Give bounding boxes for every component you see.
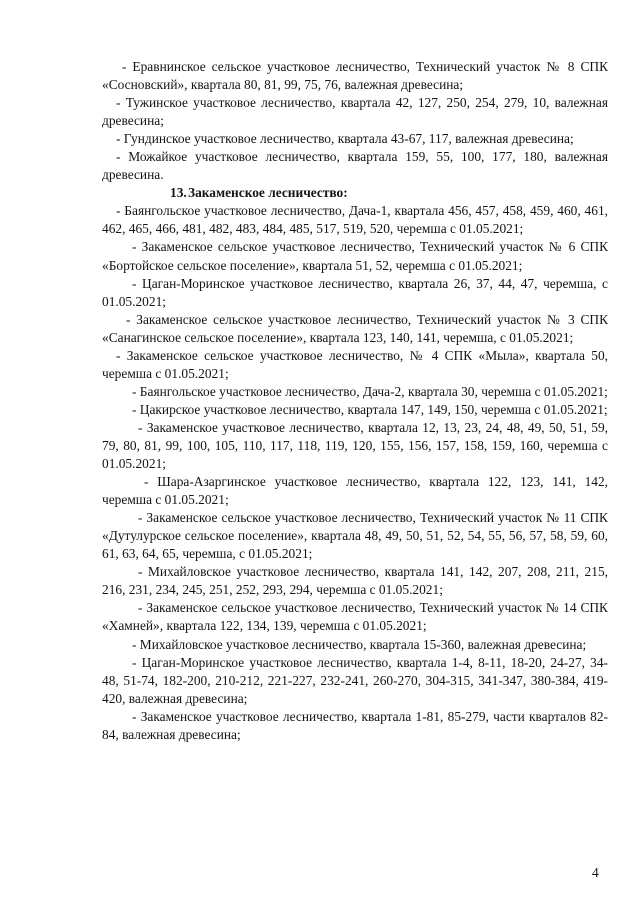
list-item: - Закаменское сельское участковое лесничество, Технический участок № 6 СПК «Бортойское сельское поселение», квартала 51, 52, черемша с 01.05.2021;: [102, 239, 608, 273]
list-item: - Закаменское участковое лесничество, квартала 1-81, 85-279, части кварталов 82-84, валежная древесина;: [102, 708, 608, 742]
section-number: 13.: [170, 185, 187, 201]
list-item: - Баянгольское участковое лесничество, Дача-2, квартала 30, черемша с 01.05.2021;: [132, 383, 608, 399]
list-item: - Баянгольское участковое лесничество, Дача-1, квартала 456, 457, 458, 459, 460, 461, 462, 465, 466, 481, 482, 483, 484, 485, 517, 519, 520, черемша с 01.05.2021;: [102, 203, 608, 237]
document-body: [102, 58, 608, 744]
list-item: - Закаменское сельское участковое лесничество, Технический участок № 14 СПК «Хамней», квартала 122, 134, 139, черемша с 01.05.2021;: [102, 600, 608, 634]
list-item: - Цаган-Моринское участковое лесничество, квартала 1-4, 8-11, 18-20, 24-27, 34-48, 51-74, 182-200, 210-212, 221-227, 232-241, 260-270, 304-315, 341-347, 380-384, 419-420, валежная древесина;: [102, 654, 608, 706]
list-item: - Цаган-Моринское участковое лесничество, квартала 26, 37, 44, 47, черемша, с 01.05.2021;: [102, 275, 608, 309]
section-title: Закаменское лесничество:: [188, 185, 348, 201]
section-heading: [102, 184, 608, 202]
list-item: - Закаменское сельское участковое лесничество, Технический участок № 11 СПК «Дутулурское сельское поселение», квартала 48, 49, 50, 51, 52, 54, 55, 56, 57, 58, 59, 60, 61, 63, 64, 65, черемша, с 01.05.2021;: [102, 510, 608, 562]
list-item: - Цакирское участковое лесничество, квартала 147, 149, 150, черемша с 01.05.2021;: [132, 401, 608, 417]
list-item: - Михайловское участковое лесничество, квартала 141, 142, 207, 208, 211, 215, 216, 231, 234, 245, 251, 252, 293, 294, черемша с 01.05.2021;: [102, 564, 608, 598]
list-item: - Тужинское участковое лесничество, квартала 42, 127, 250, 254, 279, 10, валежная древесина;: [102, 95, 608, 129]
list-item: - Можайкое участковое лесничество, квартала 159, 55, 100, 177, 180, валежная древесина.: [102, 149, 608, 183]
page-number: 4: [592, 865, 599, 880]
list-item: - Закаменское участковое лесничество, квартала 12, 13, 23, 24, 48, 49, 50, 51, 59, 79, 80, 81, 99, 100, 105, 110, 117, 118, 119, 120, 155, 156, 157, 158, 159, 160, черемша с 01.05.2021;: [102, 419, 608, 472]
list-item: - Шара-Азаргинское участковое лесничество, квартала 122, 123, 141, 142, черемша с 01.05.2021;: [102, 474, 608, 508]
list-item: - Закаменское сельское участковое лесничество, Технический участок № 3 СПК «Санагинское сельское поселение», квартала 123, 140, 141, черемша, с 01.05.2021;: [102, 311, 608, 345]
list-item: - Закаменское сельское участковое лесничество, № 4 СПК «Мыла», квартала 50, черемша с 01.05.2021;: [102, 347, 608, 381]
list-item: - Еравнинское сельское участковое лесничество, Технический участок № 8 СПК «Сосновский», квартала 80, 81, 99, 75, 76, валежная древесина;: [102, 59, 608, 93]
list-item: - Михайловское участковое лесничество, квартала 15-360, валежная древесина;: [132, 636, 587, 652]
list-item: - Гундинское участковое лесничество, квартала 43-67, 117, валежная древесина;: [116, 131, 574, 147]
